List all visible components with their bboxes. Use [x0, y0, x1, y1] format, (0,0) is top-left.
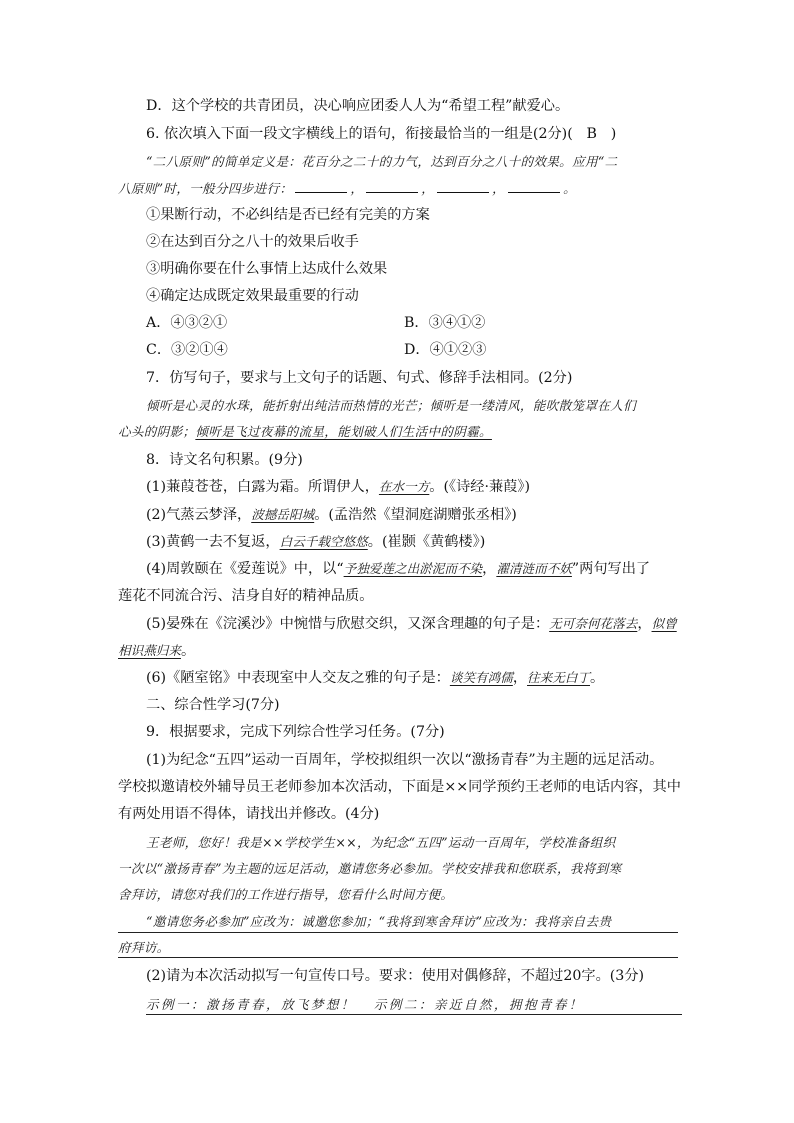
- q8-s3-answer: 白云千载空悠悠: [279, 534, 368, 549]
- section-2-title: 二、综合性学习(7分): [146, 697, 280, 713]
- q6-blank-3: [437, 180, 489, 193]
- q8-s5-answer-2: 似曾: [651, 616, 677, 631]
- q6-option-d: D．④①②③: [404, 342, 487, 358]
- q8-s2-source: 。(孟浩然《望洞庭湖赠张丞相》): [314, 507, 517, 523]
- q8-s4-answer-2: 濯清涟而不妖: [496, 561, 572, 576]
- q8-sentence-4-cont: 莲花不同流合污、洁身自好的精神品质。: [118, 588, 374, 604]
- q8-sentence-4: [146, 559, 650, 579]
- q8-s1-answer: 在水一方: [378, 479, 430, 494]
- q6-answer: B: [586, 126, 597, 142]
- q8-s6-prefix: (6)《陋室铭》中表现室中人交友之雅的句子是：: [146, 670, 450, 686]
- q6-blank-2: [366, 180, 418, 193]
- q9-stem: 9．根据要求，完成下列综合性学习任务。(7分): [146, 724, 445, 740]
- q9-part1-line3: 有两处用语不得体，请找出并修改。(4分): [118, 806, 380, 822]
- q6-passage-line2: [118, 179, 576, 199]
- q8-sentence-6: [146, 668, 604, 688]
- q8-sentence-2: [146, 505, 517, 525]
- q9-call-line1: 王老师，您好！我是××学校学生××，为纪念“五四”运动一百周年，学校准备组织: [146, 835, 616, 850]
- q6-item-3: ③明确你要在什么事情上达成什么效果: [146, 261, 388, 277]
- q9-example-1: 示例一：激扬青春，放飞梦想！: [146, 997, 356, 1012]
- q9-answer-line1: “邀请您务必参加”应改为：诚邀您参加；“我将到寒舍拜访”应改为：我将亲自去贵: [146, 914, 612, 929]
- q7-line2-prefix: 心头的阴影；: [118, 424, 196, 439]
- q8-s4-prefix: (4)周敦颐在《爱莲说》中，以“: [146, 561, 344, 577]
- q8-s5-prefix: (5)晏殊在《浣溪沙》中惋惜与欣慰交织，又深含理趣的句子是：: [146, 616, 550, 632]
- q8-sentence-5-cont: [118, 641, 195, 661]
- q9-answer-line2: 府拜访。: [118, 940, 170, 955]
- q8-s1-prefix: (1)蒹葭苍苍，白露为霜。所谓伊人，: [146, 479, 379, 495]
- q8-s2-answer: 波撼岳阳城: [251, 507, 315, 522]
- q8-s3-source: 。(崔颢《黄鹤楼》): [367, 534, 486, 550]
- q6-comma-2: ，: [421, 181, 435, 196]
- q8-s1-source: 。(《诗经·蒹葭》): [429, 479, 530, 495]
- q7-stem: 7．仿写句子，要求与上文句子的话题、句式、修辞手法相同。(2分): [146, 370, 573, 386]
- q9-part1-line1: (1)为纪念“五四”运动一百周年，学校拟组织一次以“激扬青春”为主题的远足活动。: [146, 752, 664, 768]
- q8-stem: 8．诗文名句积累。(9分): [146, 452, 303, 468]
- q8-s4-suffix: ”两句写出了: [571, 561, 651, 577]
- q8-s3-prefix: (3)黄鹤一去不复返，: [146, 534, 280, 550]
- q9-example-2: 示例二：亲近自然，拥抱青春！: [373, 997, 584, 1012]
- q8-s6-answer-2: 往来无白丁: [527, 670, 590, 685]
- q6-item-1: ①果断行动，不必纠结是否已经有完美的方案: [146, 207, 430, 223]
- q7-answer: 倾听是飞过夜幕的流星，能划破人们生活中的阴霾。: [195, 424, 492, 439]
- q6-stem: [146, 124, 616, 144]
- q8-s5-end: 。: [180, 643, 196, 659]
- q6-blank-4: [508, 180, 560, 193]
- q8-s6-answer-1: 谈笑有鸿儒: [449, 670, 513, 685]
- q8-s6-comma: ，: [512, 670, 528, 686]
- q6-comma-1: ，: [350, 181, 364, 196]
- q6-option-b: B．③④①②: [404, 315, 486, 331]
- q8-s4-comma: ，: [482, 561, 497, 577]
- q6-period: 。: [563, 181, 576, 196]
- q6-stem-close: ): [610, 126, 617, 142]
- q9-call-line2: 一次以“激扬青春”为主题的远足活动，邀请您务必参加。学校安排我和您联系，我将到寒: [118, 861, 622, 876]
- q8-sentence-3: [146, 532, 485, 552]
- q8-s4-answer-1: 予独爱莲之出淤泥而不染: [343, 561, 483, 576]
- q7-line1: 倾听是心灵的水珠，能折射出纯洁而热情的光芒；倾听是一缕清风，能吹散笼罩在人们: [146, 398, 636, 413]
- q8-s2-prefix: (2)气蒸云梦泽，: [146, 507, 252, 523]
- q6-item-2: ②在达到百分之八十的效果后收手: [146, 234, 359, 250]
- q6-comma-3: ，: [492, 181, 506, 196]
- q8-s5-comma: ，: [637, 616, 652, 632]
- q8-s5-answer-1: 无可奈何花落去: [549, 616, 638, 631]
- q9-answer-rule-2: [118, 957, 678, 958]
- q9-call-line3: 舍拜访，请您对我们的工作进行指导，您看什么时间方便。: [118, 887, 454, 902]
- q8-sentence-5: [146, 614, 677, 634]
- q8-s5-answer-3: 相识燕归来: [118, 643, 181, 658]
- q7-line2: [118, 422, 492, 442]
- q6-item-4: ④确定达成既定效果最重要的行动: [146, 288, 359, 304]
- q6-passage-text: 八原则”时，一般分四步进行：: [118, 181, 293, 196]
- q9-part2-examples: [146, 995, 584, 1015]
- q6-passage-line1: “二八原则”的简单定义是：花百分之二十的力气，达到百分之八十的效果。应用“二: [146, 154, 618, 169]
- q6-option-c: C．③②①④: [146, 342, 228, 358]
- q6-stem-text: 6. 依次填入下面一段文字横线上的语句，衔接最恰当的一组是(2分)(: [146, 126, 573, 142]
- q9-part1-line2: 学校拟邀请校外辅导员王老师参加本次活动，下面是××同学预约王老师的电话内容，其中: [118, 779, 681, 795]
- q9-answer-rule-1: [118, 932, 678, 933]
- q8-sentence-1: [146, 477, 530, 497]
- q5-option-d: D．这个学校的共青团员，决心响应团委人人为“希望工程”献爱心。: [146, 98, 570, 114]
- q6-blank-1: [295, 180, 347, 193]
- q6-option-a: A．④③②①: [146, 315, 228, 331]
- q8-s6-end: 。: [590, 670, 605, 686]
- q9-example-rule: [146, 1014, 682, 1015]
- q9-part2-stem: (2)请为本次活动拟写一句宣传口号。要求：使用对偶修辞，不超过20字。(3分): [146, 968, 645, 984]
